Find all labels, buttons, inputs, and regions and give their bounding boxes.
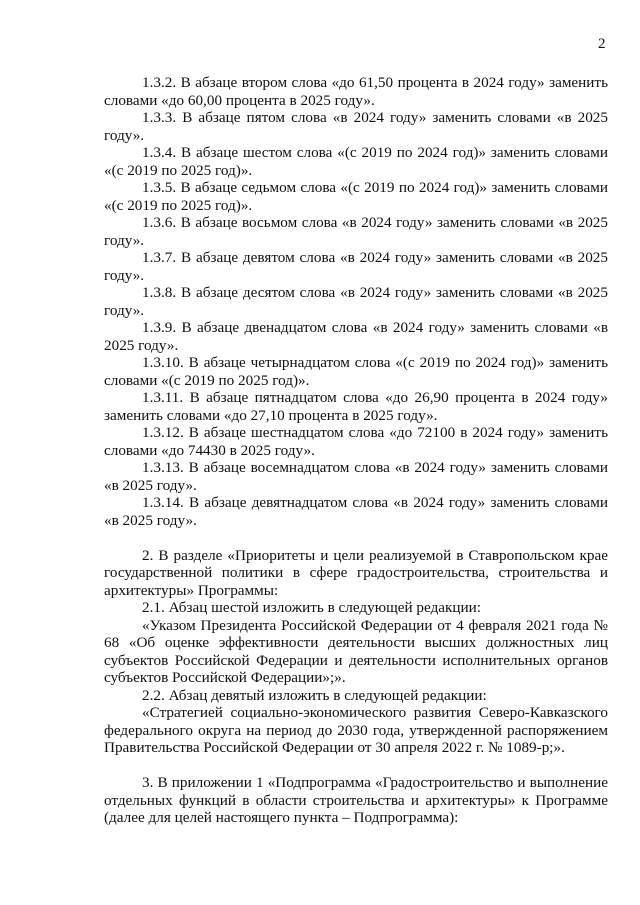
paragraph-1-3-9: 1.3.9. В абзаце двенадцатом слова «в 2024 году» заменить словами «в 2025 году».	[104, 319, 608, 354]
paragraph-1-3-11: 1.3.11. В абзаце пятнадцатом слова «до 26,90 процента в 2024 году» заменить словами «до 27,10 процента в 2025 году».	[104, 389, 608, 424]
paragraph-2-2-text: «Стратегией социально-экономического развития Северо-Кавказского федерального округа на период до 2030 года, утвержденной распоряжением Правительства Российской Федерации от 30 апреля 2022 г. № 1089-р;».	[104, 704, 608, 756]
document-body	[104, 74, 608, 827]
paragraph-1-3-12: 1.3.12. В абзаце шестнадцатом слова «до 72100 в 2024 году» заменить словами «до 74430 в 2025 году».	[104, 424, 608, 459]
paragraph-1-3-10: 1.3.10. В абзаце четырнадцатом слова «(с 2019 по 2024 год)» заменить словами «(с 2019 по 2025 год)».	[104, 354, 608, 389]
section-3-paragraph: 3. В приложении 1 «Подпрограмма «Градостроительство и выполнение отдельных функций в области строительства и архитектуры» к Программе (далее для целей настоящего пункта – Подпрограмма):	[104, 774, 608, 826]
paragraph-1-3-6: 1.3.6. В абзаце восьмом слова «в 2024 году» заменить словами «в 2025 году».	[104, 214, 608, 249]
paragraph-1-3-5: 1.3.5. В абзаце седьмом слова «(с 2019 по 2024 год)» заменить словами «(с 2019 по 2025 год)».	[104, 179, 608, 214]
section-2-paragraph: 2. В разделе «Приоритеты и цели реализуемой в Ставропольском крае государственной политики в сфере градостроительства, строительства и архитектуры» Программы:	[104, 546, 608, 599]
page-number: 2	[598, 36, 606, 52]
paragraph-1-3-7: 1.3.7. В абзаце девятом слова «в 2024 году» заменить словами «в 2025 году».	[104, 249, 608, 284]
paragraph-2-1-text: «Указом Президента Российской Федерации от 4 февраля 2021 года № 68 «Об оценке эффективности деятельности высших должностных лиц субъектов Российской Федерации и деятельности исполнительных органов субъектов Российской Федерации»;».	[104, 616, 608, 686]
paragraph-2-1: 2.1. Абзац шестой изложить в следующей редакции:	[142, 599, 482, 616]
paragraph-1-3-4: 1.3.4. В абзаце шестом слова «(с 2019 по 2024 год)» заменить словами «(с 2019 по 2025 год)».	[104, 144, 608, 179]
paragraph-1-3-8: 1.3.8. В абзаце десятом слова «в 2024 году» заменить словами «в 2025 году».	[104, 284, 608, 319]
paragraph-1-3-3: 1.3.3. В абзаце пятом слова «в 2024 году» заменить словами «в 2025 году».	[104, 109, 608, 144]
paragraph-1-3-14: 1.3.14. В абзаце девятнадцатом слова «в 2024 году» заменить словами «в 2025 году».	[104, 494, 608, 529]
paragraph-1-3-13: 1.3.13. В абзаце восемнадцатом слова «в 2024 году» заменить словами «в 2025 году».	[104, 459, 608, 494]
paragraph-2-2: 2.2. Абзац девятый изложить в следующей редакции:	[142, 686, 487, 704]
paragraph-1-3-2: 1.3.2. В абзаце втором слова «до 61,50 процента в 2024 году» заменить словами «до 60,00 процента в 2025 году».	[104, 74, 608, 109]
